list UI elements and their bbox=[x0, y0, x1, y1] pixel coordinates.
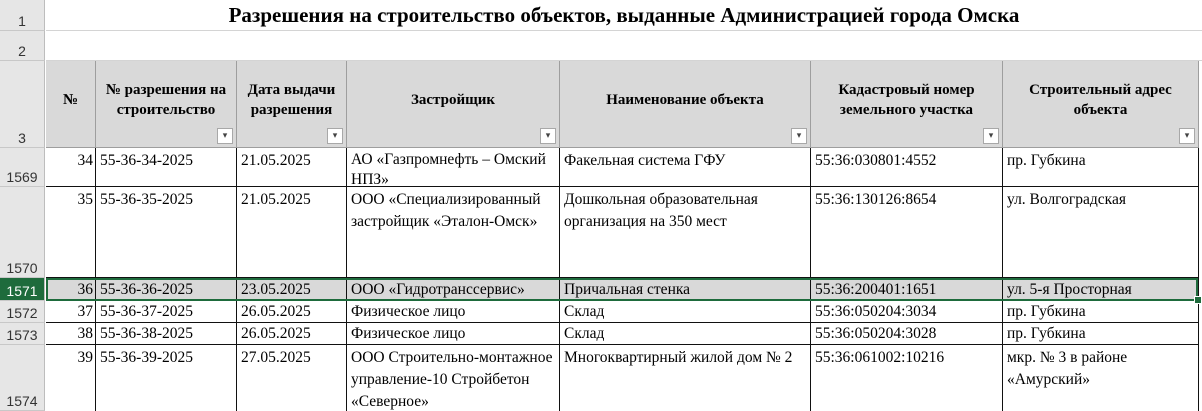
row-header-1569[interactable]: 1569 bbox=[0, 148, 45, 187]
filter-dropdown-icon[interactable]: ▾ bbox=[983, 128, 999, 144]
column-header-label: № разрешения на строительство bbox=[105, 82, 227, 118]
column-header-label: Кадастровый номер земельного участка bbox=[838, 82, 975, 118]
cell-permit[interactable]: 55-36-37-2025 bbox=[96, 301, 237, 323]
filter-dropdown-icon[interactable]: ▾ bbox=[791, 128, 807, 144]
cell-number[interactable]: 34 bbox=[46, 148, 96, 187]
cell-number[interactable]: 37 bbox=[46, 301, 96, 323]
column-header-label: № bbox=[62, 92, 79, 108]
cell-object[interactable]: Факельная система ГФУ bbox=[560, 148, 811, 187]
cell-object[interactable]: Причальная стенка bbox=[560, 278, 811, 301]
cell-address[interactable]: пр. Губкина bbox=[1003, 301, 1199, 323]
cell-developer[interactable]: ООО «Гидротранссервис» bbox=[347, 278, 560, 301]
cell-address[interactable]: пр. Губкина bbox=[1003, 148, 1199, 187]
cell-permit[interactable]: 55-36-35-2025 bbox=[96, 187, 237, 278]
cell-developer[interactable]: ООО «Специализированный застройщик «Эталон-Омск» bbox=[347, 187, 560, 278]
row-header-2[interactable]: 2 bbox=[0, 31, 45, 61]
column-header-label: Застройщик bbox=[410, 92, 496, 108]
row-header-1572[interactable]: 1572 bbox=[0, 301, 45, 323]
cell-object[interactable]: Склад bbox=[560, 301, 811, 323]
column-header-number[interactable] bbox=[46, 61, 96, 148]
column-header-label: Строительный адрес объекта bbox=[1029, 82, 1172, 118]
column-header-cadastral[interactable] bbox=[811, 61, 1003, 148]
cell-permit[interactable]: 55-36-34-2025 bbox=[96, 148, 237, 187]
cell-developer[interactable]: Физическое лицо bbox=[347, 301, 560, 323]
cell-number[interactable]: 38 bbox=[46, 323, 96, 345]
cell-number[interactable]: 35 bbox=[46, 187, 96, 278]
cell-address[interactable]: ул. Волгоградская bbox=[1003, 187, 1199, 278]
filter-dropdown-icon[interactable]: ▾ bbox=[1179, 128, 1195, 144]
column-header-object[interactable] bbox=[560, 61, 811, 148]
cell-cadastral[interactable]: 55:36:130126:8654 bbox=[811, 187, 1003, 278]
row-header-1573[interactable]: 1573 bbox=[0, 323, 45, 345]
cell-date[interactable]: 21.05.2025 bbox=[237, 187, 347, 278]
cell-developer[interactable]: АО «Газпромнефть – Омский НПЗ» bbox=[347, 148, 560, 187]
row-header-1[interactable]: 1 bbox=[0, 0, 45, 31]
column-header-date[interactable] bbox=[237, 61, 347, 148]
cell-date[interactable]: 26.05.2025 bbox=[237, 301, 347, 323]
row-header-3[interactable]: 3 bbox=[0, 61, 45, 148]
cell-number[interactable]: 39 bbox=[46, 345, 96, 411]
cell-object[interactable]: Многоквартирный жилой дом № 2 bbox=[560, 345, 811, 411]
cell-permit[interactable]: 55-36-39-2025 bbox=[96, 345, 237, 411]
cell-date[interactable]: 23.05.2025 bbox=[237, 278, 347, 301]
cell-number[interactable]: 36 bbox=[46, 278, 96, 301]
cell-address[interactable]: пр. Губкина bbox=[1003, 323, 1199, 345]
cell-date[interactable]: 21.05.2025 bbox=[237, 148, 347, 187]
cell-developer[interactable]: Физическое лицо bbox=[347, 323, 560, 345]
cell-address[interactable]: мкр. № 3 в районе «Амурский» bbox=[1003, 345, 1199, 411]
sheet-title[interactable]: Разрешения на строительство объектов, выданные Администрацией города Омска bbox=[46, 0, 1202, 31]
cell-cadastral[interactable]: 55:36:050204:3028 bbox=[811, 323, 1003, 345]
cell-developer[interactable]: ООО Строительно-монтажное управление-10 Стройбетон «Северное» bbox=[347, 345, 560, 411]
filter-dropdown-icon[interactable]: ▾ bbox=[540, 128, 556, 144]
cell-object[interactable]: Дошкольная образовательная организация на 350 мест bbox=[560, 187, 811, 278]
cell-cadastral[interactable]: 55:36:030801:4552 bbox=[811, 148, 1003, 187]
cell-permit[interactable]: 55-36-38-2025 bbox=[96, 323, 237, 345]
column-header-permit[interactable] bbox=[96, 61, 237, 148]
cell-cadastral[interactable]: 55:36:200401:1651 bbox=[811, 278, 1003, 301]
cell-permit[interactable]: 55-36-36-2025 bbox=[96, 278, 237, 301]
cell-cadastral[interactable]: 55:36:061002:10216 bbox=[811, 345, 1003, 411]
cell-cadastral[interactable]: 55:36:050204:3034 bbox=[811, 301, 1003, 323]
row-header-1570[interactable]: 1570 bbox=[0, 187, 45, 278]
column-header-developer[interactable] bbox=[347, 61, 560, 148]
cell-address[interactable]: ул. 5-я Просторная bbox=[1003, 278, 1199, 301]
empty-row-2[interactable] bbox=[46, 31, 1202, 61]
column-header-address[interactable] bbox=[1003, 61, 1199, 148]
column-header-label: Наименование объекта bbox=[606, 92, 764, 108]
column-header-label: Дата выдачи разрешения bbox=[247, 82, 336, 118]
cell-date[interactable]: 27.05.2025 bbox=[237, 345, 347, 411]
fill-handle[interactable] bbox=[1194, 296, 1202, 304]
row-header-1571[interactable]: 1571 bbox=[0, 278, 45, 301]
filter-dropdown-icon[interactable]: ▾ bbox=[217, 128, 233, 144]
cell-date[interactable]: 26.05.2025 bbox=[237, 323, 347, 345]
row-header-1574[interactable]: 1574 bbox=[0, 345, 45, 411]
cell-object[interactable]: Склад bbox=[560, 323, 811, 345]
filter-dropdown-icon[interactable]: ▾ bbox=[327, 128, 343, 144]
